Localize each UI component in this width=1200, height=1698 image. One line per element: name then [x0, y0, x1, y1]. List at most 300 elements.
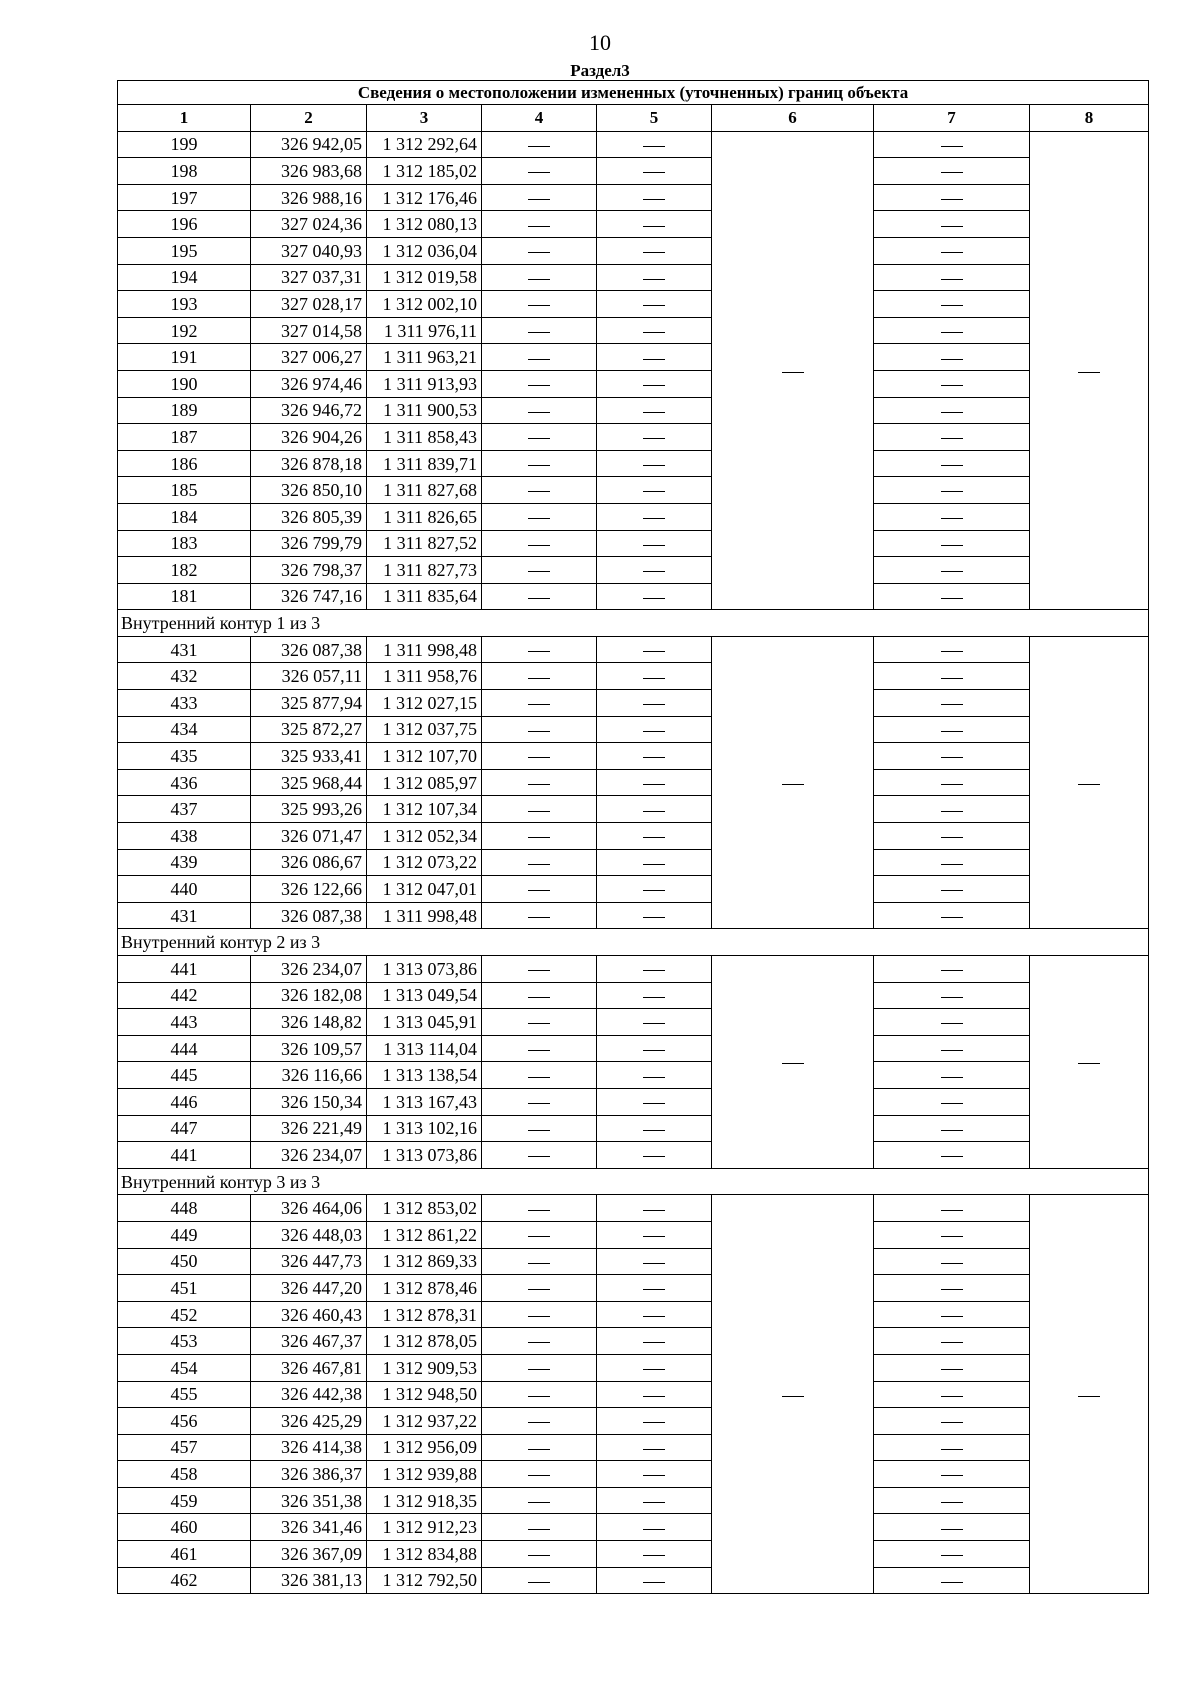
col4-cell: [482, 1434, 597, 1461]
col5-cell: [597, 1354, 712, 1381]
dash-mark: [941, 997, 963, 998]
y-coordinate-cell: 1 313 073,86: [367, 1142, 482, 1169]
column-header: 7: [874, 105, 1030, 132]
x-coordinate-cell: 326 442,38: [251, 1381, 367, 1408]
dash-mark: [528, 545, 550, 546]
point-number-cell: 193: [118, 291, 251, 318]
column-header: 5: [597, 105, 712, 132]
dash-mark: [643, 359, 665, 360]
col5-cell: [597, 344, 712, 371]
col4-cell: [482, 397, 597, 424]
y-coordinate-cell: 1 313 045,91: [367, 1009, 482, 1036]
col4-cell: [482, 1221, 597, 1248]
col5-cell: [597, 1115, 712, 1142]
dash-mark: [643, 465, 665, 466]
col7-cell: [874, 1328, 1030, 1355]
col5-cell: [597, 743, 712, 770]
y-coordinate-cell: 1 311 826,65: [367, 503, 482, 530]
col5-cell: [597, 1009, 712, 1036]
y-coordinate-cell: 1 312 956,09: [367, 1434, 482, 1461]
table-row: [118, 1221, 1149, 1248]
dash-mark: [528, 864, 550, 865]
dash-mark: [941, 1555, 963, 1556]
point-number-cell: 195: [118, 237, 251, 264]
dash-mark: [528, 1077, 550, 1078]
col5-cell: [597, 690, 712, 717]
col5-cell: [597, 317, 712, 344]
point-number-cell: 443: [118, 1009, 251, 1036]
x-coordinate-cell: 326 904,26: [251, 424, 367, 451]
table-row: [118, 131, 1149, 158]
y-coordinate-cell: 1 311 827,73: [367, 557, 482, 584]
dash-mark: [528, 704, 550, 705]
dash-mark: [528, 1422, 550, 1423]
dash-mark: [643, 199, 665, 200]
col5-cell: [597, 1408, 712, 1435]
point-number-cell: 433: [118, 690, 251, 717]
dash-mark: [941, 811, 963, 812]
point-number-cell: 185: [118, 477, 251, 504]
dash-mark: [643, 837, 665, 838]
dash-mark: [528, 1156, 550, 1157]
dash-mark: [643, 1103, 665, 1104]
dash-mark: [643, 1289, 665, 1290]
dash-mark: [941, 332, 963, 333]
col7-cell: [874, 823, 1030, 850]
col4-cell: [482, 1142, 597, 1169]
table-body: [118, 131, 1149, 1594]
col4-cell: [482, 982, 597, 1009]
dash-mark: [643, 811, 665, 812]
dash-mark: [643, 412, 665, 413]
dash-mark: [528, 332, 550, 333]
col5-cell: [597, 716, 712, 743]
y-coordinate-cell: 1 312 834,88: [367, 1541, 482, 1568]
dash-mark: [941, 864, 963, 865]
x-coordinate-cell: 326 087,38: [251, 636, 367, 663]
col4-cell: [482, 956, 597, 983]
dash-mark: [941, 1077, 963, 1078]
y-coordinate-cell: 1 311 913,93: [367, 370, 482, 397]
dash-mark: [643, 491, 665, 492]
col4-cell: [482, 370, 597, 397]
point-number-cell: 434: [118, 716, 251, 743]
y-coordinate-cell: 1 312 878,46: [367, 1275, 482, 1302]
y-coordinate-cell: 1 311 976,11: [367, 317, 482, 344]
col7-cell: [874, 1354, 1030, 1381]
col4-cell: [482, 158, 597, 185]
dash-mark: [941, 1422, 963, 1423]
col8-merged-cell: [1030, 1195, 1149, 1594]
col7-cell: [874, 344, 1030, 371]
dash-mark: [643, 1236, 665, 1237]
dash-mark: [528, 172, 550, 173]
dash-mark: [782, 372, 804, 373]
col4-cell: [482, 902, 597, 929]
table-row: [118, 1275, 1149, 1302]
dash-mark: [528, 1475, 550, 1476]
x-coordinate-cell: 326 057,11: [251, 663, 367, 690]
col5-cell: [597, 477, 712, 504]
point-number-cell: 184: [118, 503, 251, 530]
dash-mark: [528, 1103, 550, 1104]
col5-cell: [597, 1248, 712, 1275]
col4-cell: [482, 1354, 597, 1381]
dash-mark: [528, 438, 550, 439]
col5-cell: [597, 264, 712, 291]
col4-cell: [482, 1115, 597, 1142]
y-coordinate-cell: 1 312 292,64: [367, 131, 482, 158]
point-number-cell: 432: [118, 663, 251, 690]
col4-cell: [482, 291, 597, 318]
table-row: [118, 902, 1149, 929]
col4-cell: [482, 636, 597, 663]
table-row: [118, 982, 1149, 1009]
table-row: [118, 823, 1149, 850]
x-coordinate-cell: 326 221,49: [251, 1115, 367, 1142]
point-number-cell: 451: [118, 1275, 251, 1302]
x-coordinate-cell: 325 993,26: [251, 796, 367, 823]
dash-mark: [528, 1369, 550, 1370]
point-number-cell: 458: [118, 1461, 251, 1488]
col7-cell: [874, 1487, 1030, 1514]
table-row: [118, 1035, 1149, 1062]
dash-mark: [941, 651, 963, 652]
col5-cell: [597, 956, 712, 983]
y-coordinate-cell: 1 311 998,48: [367, 636, 482, 663]
col7-cell: [874, 1115, 1030, 1142]
x-coordinate-cell: 326 467,37: [251, 1328, 367, 1355]
column-header: 3: [367, 105, 482, 132]
dash-mark: [528, 731, 550, 732]
dash-mark: [941, 172, 963, 173]
col4-cell: [482, 743, 597, 770]
col4-cell: [482, 1009, 597, 1036]
table-row: [118, 557, 1149, 584]
y-coordinate-cell: 1 312 939,88: [367, 1461, 482, 1488]
dash-mark: [643, 704, 665, 705]
col7-cell: [874, 1301, 1030, 1328]
col7-cell: [874, 503, 1030, 530]
x-coordinate-cell: 325 933,41: [251, 743, 367, 770]
col5-cell: [597, 557, 712, 584]
dash-mark: [941, 837, 963, 838]
col5-cell: [597, 237, 712, 264]
col5-cell: [597, 583, 712, 610]
table-row: [118, 237, 1149, 264]
col5-cell: [597, 1328, 712, 1355]
table-row: [118, 583, 1149, 610]
x-coordinate-cell: 326 946,72: [251, 397, 367, 424]
col5-cell: [597, 823, 712, 850]
table-row: [118, 1142, 1149, 1169]
col4-cell: [482, 1541, 597, 1568]
col7-cell: [874, 158, 1030, 185]
col7-cell: [874, 1567, 1030, 1594]
x-coordinate-cell: 326 381,13: [251, 1567, 367, 1594]
col4-cell: [482, 264, 597, 291]
dash-mark: [528, 226, 550, 227]
col7-cell: [874, 1195, 1030, 1222]
y-coordinate-cell: 1 312 176,46: [367, 184, 482, 211]
col4-cell: [482, 716, 597, 743]
dash-mark: [941, 545, 963, 546]
y-coordinate-cell: 1 312 948,50: [367, 1381, 482, 1408]
dash-mark: [941, 385, 963, 386]
y-coordinate-cell: 1 312 073,22: [367, 849, 482, 876]
dash-mark: [941, 1475, 963, 1476]
table-row: [118, 1009, 1149, 1036]
contour-section-row: [118, 929, 1149, 956]
point-number-cell: 457: [118, 1434, 251, 1461]
contour-section-title: Внутренний контур 2 из 3: [118, 929, 1149, 956]
col7-cell: [874, 1035, 1030, 1062]
point-number-cell: 454: [118, 1354, 251, 1381]
y-coordinate-cell: 1 311 835,64: [367, 583, 482, 610]
col5-cell: [597, 796, 712, 823]
col7-cell: [874, 291, 1030, 318]
dash-mark: [528, 811, 550, 812]
y-coordinate-cell: 1 312 792,50: [367, 1567, 482, 1594]
dash-mark: [941, 1156, 963, 1157]
dash-mark: [643, 385, 665, 386]
x-coordinate-cell: 326 447,73: [251, 1248, 367, 1275]
col7-cell: [874, 636, 1030, 663]
point-number-cell: 461: [118, 1541, 251, 1568]
dash-mark: [941, 890, 963, 891]
col7-cell: [874, 1408, 1030, 1435]
table-row: [118, 1514, 1149, 1541]
dash-mark: [643, 172, 665, 173]
dash-mark: [643, 1316, 665, 1317]
col4-cell: [482, 1195, 597, 1222]
col7-cell: [874, 1009, 1030, 1036]
table-row: [118, 1434, 1149, 1461]
dash-mark: [643, 571, 665, 572]
col4-cell: [482, 1461, 597, 1488]
table-row: [118, 1541, 1149, 1568]
col4-cell: [482, 1567, 597, 1594]
dash-mark: [643, 1555, 665, 1556]
col7-cell: [874, 1088, 1030, 1115]
dash-mark: [643, 1529, 665, 1530]
y-coordinate-cell: 1 312 047,01: [367, 876, 482, 903]
col5-cell: [597, 1461, 712, 1488]
table-row: [118, 1408, 1149, 1435]
dash-mark: [528, 678, 550, 679]
point-number-cell: 445: [118, 1062, 251, 1089]
col7-cell: [874, 184, 1030, 211]
col4-cell: [482, 1062, 597, 1089]
col6-merged-cell: [712, 1195, 874, 1594]
dash-mark: [941, 1050, 963, 1051]
column-header: 1: [118, 105, 251, 132]
dash-mark: [528, 146, 550, 147]
x-coordinate-cell: 327 024,36: [251, 211, 367, 238]
dash-mark: [643, 864, 665, 865]
dash-mark: [528, 1289, 550, 1290]
column-header-row: [118, 105, 1149, 132]
col5-cell: [597, 1088, 712, 1115]
col5-cell: [597, 636, 712, 663]
dash-mark: [643, 1156, 665, 1157]
col5-cell: [597, 902, 712, 929]
dash-mark: [643, 252, 665, 253]
col5-cell: [597, 530, 712, 557]
x-coordinate-cell: 326 805,39: [251, 503, 367, 530]
x-coordinate-cell: 326 122,66: [251, 876, 367, 903]
x-coordinate-cell: 326 071,47: [251, 823, 367, 850]
table-row: [118, 716, 1149, 743]
dash-mark: [528, 651, 550, 652]
col4-cell: [482, 690, 597, 717]
col5-cell: [597, 1434, 712, 1461]
y-coordinate-cell: 1 312 918,35: [367, 1487, 482, 1514]
dash-mark: [941, 731, 963, 732]
table-row: [118, 1567, 1149, 1594]
col5-cell: [597, 982, 712, 1009]
table-row: [118, 264, 1149, 291]
dash-mark: [643, 518, 665, 519]
dash-mark: [528, 784, 550, 785]
y-coordinate-cell: 1 312 869,33: [367, 1248, 482, 1275]
dash-mark: [528, 890, 550, 891]
x-coordinate-cell: 326 942,05: [251, 131, 367, 158]
dash-mark: [528, 252, 550, 253]
dash-mark: [941, 1316, 963, 1317]
column-header: 6: [712, 105, 874, 132]
col7-cell: [874, 1248, 1030, 1275]
y-coordinate-cell: 1 312 853,02: [367, 1195, 482, 1222]
dash-mark: [941, 1342, 963, 1343]
y-coordinate-cell: 1 312 861,22: [367, 1221, 482, 1248]
dash-mark: [643, 997, 665, 998]
point-number-cell: 199: [118, 131, 251, 158]
column-header: 2: [251, 105, 367, 132]
dash-mark: [941, 491, 963, 492]
dash-mark: [941, 917, 963, 918]
point-number-cell: 455: [118, 1381, 251, 1408]
dash-mark: [528, 1396, 550, 1397]
dash-mark: [643, 1396, 665, 1397]
dash-mark: [528, 1130, 550, 1131]
table-row: [118, 477, 1149, 504]
table-row: [118, 1328, 1149, 1355]
dash-mark: [643, 332, 665, 333]
dash-mark: [782, 1396, 804, 1397]
dash-mark: [643, 1422, 665, 1423]
table-row: [118, 743, 1149, 770]
dash-mark: [941, 412, 963, 413]
col5-cell: [597, 370, 712, 397]
dash-mark: [941, 305, 963, 306]
dash-mark: [643, 1369, 665, 1370]
x-coordinate-cell: 326 182,08: [251, 982, 367, 1009]
point-number-cell: 450: [118, 1248, 251, 1275]
table-row: [118, 424, 1149, 451]
col7-cell: [874, 902, 1030, 929]
x-coordinate-cell: 325 872,27: [251, 716, 367, 743]
dash-mark: [528, 1316, 550, 1317]
col7-cell: [874, 477, 1030, 504]
y-coordinate-cell: 1 311 998,48: [367, 902, 482, 929]
col8-merged-cell: [1030, 131, 1149, 610]
col7-cell: [874, 982, 1030, 1009]
point-number-cell: 439: [118, 849, 251, 876]
page-number: 10: [589, 30, 611, 55]
dash-mark: [643, 305, 665, 306]
col5-cell: [597, 397, 712, 424]
point-number-cell: 460: [118, 1514, 251, 1541]
x-coordinate-cell: 326 234,07: [251, 956, 367, 983]
point-number-cell: 198: [118, 158, 251, 185]
table-row: [118, 370, 1149, 397]
col7-cell: [874, 450, 1030, 477]
dash-mark: [528, 279, 550, 280]
col7-cell: [874, 743, 1030, 770]
dash-mark: [941, 1103, 963, 1104]
x-coordinate-cell: 326 087,38: [251, 902, 367, 929]
point-number-cell: 456: [118, 1408, 251, 1435]
x-coordinate-cell: 327 006,27: [251, 344, 367, 371]
y-coordinate-cell: 1 311 963,21: [367, 344, 482, 371]
dash-mark: [528, 412, 550, 413]
x-coordinate-cell: 326 467,81: [251, 1354, 367, 1381]
boundary-coordinates-table: [117, 80, 1149, 1594]
y-coordinate-cell: 1 312 019,58: [367, 264, 482, 291]
col4-cell: [482, 1248, 597, 1275]
y-coordinate-cell: 1 312 036,04: [367, 237, 482, 264]
col7-cell: [874, 317, 1030, 344]
col5-cell: [597, 769, 712, 796]
table-row: [118, 530, 1149, 557]
y-coordinate-cell: 1 312 937,22: [367, 1408, 482, 1435]
point-number-cell: 449: [118, 1221, 251, 1248]
dash-mark: [941, 598, 963, 599]
col4-cell: [482, 530, 597, 557]
dash-mark: [941, 970, 963, 971]
dash-mark: [782, 1063, 804, 1064]
y-coordinate-cell: 1 312 052,34: [367, 823, 482, 850]
contour-section-row: [118, 610, 1149, 637]
x-coordinate-cell: 326 850,10: [251, 477, 367, 504]
dash-mark: [643, 598, 665, 599]
table-row: [118, 849, 1149, 876]
col5-cell: [597, 1567, 712, 1594]
dash-mark: [643, 917, 665, 918]
table-row: [118, 1248, 1149, 1275]
x-coordinate-cell: 327 037,31: [251, 264, 367, 291]
point-number-cell: 446: [118, 1088, 251, 1115]
point-number-cell: 462: [118, 1567, 251, 1594]
col7-cell: [874, 1541, 1030, 1568]
dash-mark: [643, 1130, 665, 1131]
col7-cell: [874, 211, 1030, 238]
x-coordinate-cell: 326 447,20: [251, 1275, 367, 1302]
y-coordinate-cell: 1 313 073,86: [367, 956, 482, 983]
dash-mark: [643, 651, 665, 652]
table-row: [118, 1381, 1149, 1408]
dash-mark: [1078, 1063, 1100, 1064]
col8-merged-cell: [1030, 956, 1149, 1169]
dash-mark: [643, 678, 665, 679]
x-coordinate-cell: 326 878,18: [251, 450, 367, 477]
point-number-cell: 197: [118, 184, 251, 211]
col7-cell: [874, 876, 1030, 903]
y-coordinate-cell: 1 313 138,54: [367, 1062, 482, 1089]
col4-cell: [482, 557, 597, 584]
dash-mark: [528, 465, 550, 466]
